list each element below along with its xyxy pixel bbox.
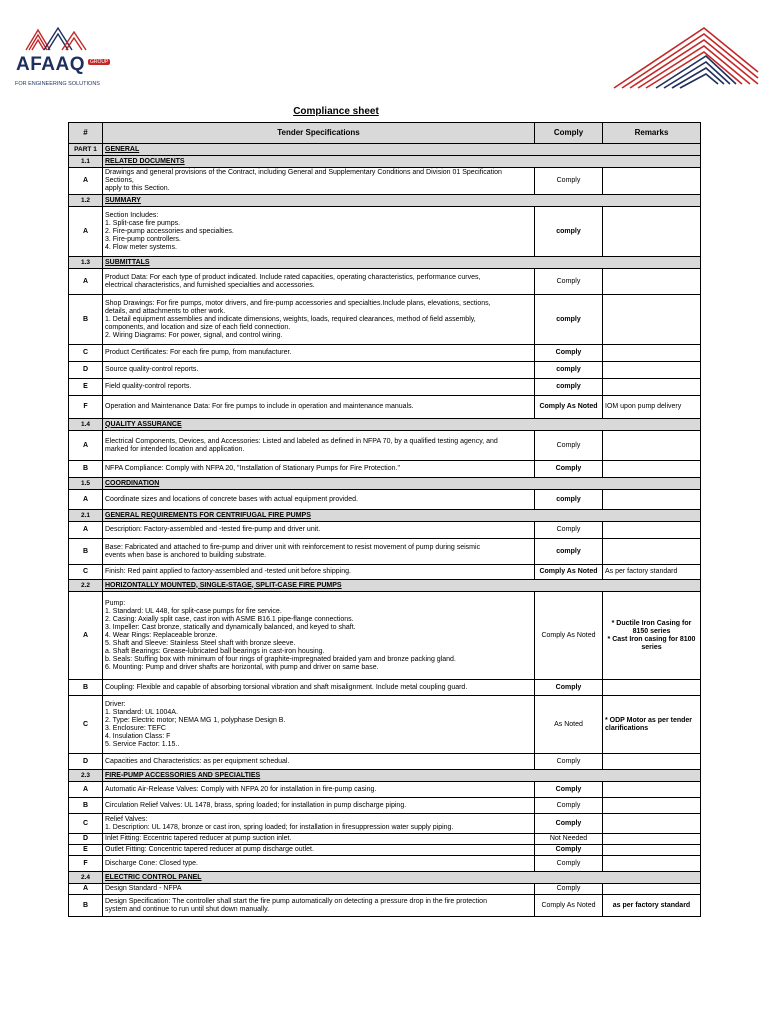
item-comply: comply (535, 490, 603, 510)
section-title: HORIZONTALLY MOUNTED, SINGLE-STAGE, SPLIT-CASE FIRE PUMPS (103, 580, 701, 592)
section-number: 1.2 (69, 195, 103, 207)
item-specification (103, 856, 535, 872)
item-specification (103, 168, 535, 195)
section-title: ELECTRIC CONTROL PANEL (103, 872, 701, 884)
item-specification (103, 539, 535, 565)
item-remarks (603, 884, 701, 895)
item-id: B (69, 680, 103, 696)
item-remarks (603, 461, 701, 478)
item-id: A (69, 522, 103, 539)
item-comply: Comply (535, 680, 603, 696)
item-comply: comply (535, 379, 603, 396)
item-remarks (603, 295, 701, 345)
item-comply: Comply As Noted (535, 565, 603, 580)
table-row (69, 814, 701, 834)
logo-badge: GROUP (90, 59, 109, 65)
spec-line: Operation and Maintenance Data: For fire pumps to include in operation and maintenance manuals. (105, 403, 414, 410)
table-row (69, 269, 701, 295)
section-row (69, 770, 701, 782)
section-number: 1.5 (69, 478, 103, 490)
table-row (69, 592, 701, 680)
item-id: A (69, 884, 103, 895)
table-row (69, 834, 701, 845)
table-row (69, 696, 701, 754)
item-remarks (603, 490, 701, 510)
spec-line: electrical characteristics, and furnished specialties and accessories. (105, 281, 315, 289)
item-remarks (603, 845, 701, 856)
table-row (69, 782, 701, 798)
item-id: B (69, 798, 103, 814)
item-specification (103, 754, 535, 770)
item-comply: Comply (535, 884, 603, 895)
item-id: A (69, 782, 103, 798)
item-id: D (69, 362, 103, 379)
item-comply: comply (535, 362, 603, 379)
logo-tagline: FOR ENGINEERING SOLUTIONS (15, 81, 100, 87)
item-comply: comply (535, 295, 603, 345)
spec-line: Base: Fabricated and attached to fire-pump and driver unit with reinforcement to resist movement of pump during seismic (105, 543, 481, 551)
item-specification (103, 269, 535, 295)
item-remarks (603, 834, 701, 845)
item-specification (103, 834, 535, 845)
item-id: C (69, 814, 103, 834)
spec-line: 3. Impeller: Cast bronze, statically and dynamically balanced, and keyed to shaft. (105, 623, 356, 631)
item-remarks (603, 362, 701, 379)
table-row (69, 895, 701, 917)
spec-line: Coordinate sizes and locations of concrete bases with actual equipment provided. (105, 495, 358, 503)
item-specification (103, 814, 535, 834)
item-id: A (69, 490, 103, 510)
item-comply: Comply (535, 345, 603, 362)
spec-line: Electrical Components, Devices, and Accessories: Listed and labeled as defined in NFPA 70, by a qualified testing agency, and (105, 437, 498, 445)
item-remarks (603, 782, 701, 798)
item-id: A (69, 431, 103, 461)
section-title: SUMMARY (103, 195, 701, 207)
item-comply: Comply (535, 461, 603, 478)
item-comply: comply (535, 539, 603, 565)
item-comply: Comply (535, 269, 603, 295)
spec-line: Description: Factory-assembled and -tested fire-pump and driver unit. (105, 526, 321, 533)
section-row (69, 419, 701, 431)
spec-line: 4. Flow meter systems. (105, 243, 177, 251)
spec-line: Finish: Red paint applied to factory-assembled and -tested unit before shipping. (105, 568, 351, 575)
part-number: PART 1 (69, 144, 103, 156)
item-id: A (69, 207, 103, 257)
spec-line: Driver: (105, 700, 126, 708)
item-remarks (603, 431, 701, 461)
item-comply: Comply (535, 754, 603, 770)
section-title: RELATED DOCUMENTS (103, 156, 701, 168)
section-number: 1.1 (69, 156, 103, 168)
logo-name: AFAAQ (16, 54, 85, 75)
item-remarks: * ODP Motor as per tender clarifications (603, 696, 701, 754)
section-row (69, 257, 701, 269)
spec-line: 4. Insulation Class: F (105, 732, 171, 740)
section-title: FIRE-PUMP ACCESSORIES AND SPECIALTIES (103, 770, 701, 782)
spec-line: Capacities and Characteristics: as per equipment schedual. (105, 757, 290, 765)
section-number: 1.4 (69, 419, 103, 431)
item-id: E (69, 379, 103, 396)
item-comply: Comply As Noted (535, 592, 603, 680)
spec-line: marked for intended location and application. (105, 445, 245, 453)
item-specification (103, 895, 535, 917)
item-id: F (69, 856, 103, 872)
spec-line: details, and attachments to other work. (105, 307, 226, 315)
column-header-spec: Tender Specifications (103, 123, 535, 144)
item-comply: Not Needed (535, 834, 603, 845)
spec-line: 4. Wear Rings: Replaceable bronze. (105, 631, 218, 639)
spec-line: components, and location and size of each field connection. (105, 323, 291, 331)
section-title: COORDINATION (103, 478, 701, 490)
item-remarks (603, 754, 701, 770)
item-id: B (69, 461, 103, 478)
item-comply: comply (535, 207, 603, 257)
item-specification (103, 431, 535, 461)
item-specification (103, 884, 535, 895)
spec-line: apply to this Section. (105, 185, 170, 192)
item-comply: Comply (535, 168, 603, 195)
spec-line: 2. Fire-pump accessories and specialties. (105, 227, 234, 235)
item-remarks (603, 539, 701, 565)
spec-line: 1. Detail equipment assemblies and indicate dimensions, weights, loads, required clearances, method of field assembly, (105, 315, 476, 323)
spec-line: 1. Standard: UL 1004A. (105, 708, 178, 716)
item-remarks (603, 207, 701, 257)
table-row (69, 207, 701, 257)
item-remarks: As per factory standard (603, 565, 701, 580)
spec-line: Discharge Cone: Closed type. (105, 859, 198, 867)
section-number: 2.3 (69, 770, 103, 782)
part-title: GENERAL (103, 144, 701, 156)
logo-roof-icon (24, 24, 88, 52)
section-row (69, 510, 701, 522)
item-remarks (603, 680, 701, 696)
spec-line: 1. Standard: UL 448, for split-case pumps for fire service. (105, 607, 282, 615)
item-specification (103, 207, 535, 257)
table-row (69, 539, 701, 565)
item-specification (103, 362, 535, 379)
item-remarks (603, 798, 701, 814)
item-specification (103, 592, 535, 680)
item-comply: Comply (535, 522, 603, 539)
item-id: C (69, 565, 103, 580)
spec-line: Field quality-control reports. (105, 383, 192, 390)
table-row (69, 396, 701, 419)
spec-line: a. Shaft Bearings: Grease-lubricated ball bearings in cast-iron housing. (105, 647, 325, 655)
decorative-stripes-icon (608, 22, 760, 95)
table-row (69, 845, 701, 856)
item-specification (103, 782, 535, 798)
spec-line: 1. Split-case fire pumps. (105, 219, 181, 227)
table-row (69, 522, 701, 539)
section-number: 2.1 (69, 510, 103, 522)
table-row (69, 856, 701, 872)
item-remarks (603, 345, 701, 362)
table-header-row (69, 123, 701, 144)
item-id: A (69, 168, 103, 195)
column-header-comply: Comply (535, 123, 603, 144)
spec-line: Section Includes: (105, 211, 159, 219)
part-row (69, 144, 701, 156)
spec-line: 3. Enclosure: TEFC (105, 724, 166, 732)
item-id: E (69, 845, 103, 856)
spec-line: Product Certificates: For each fire pump, from manufacturer. (105, 349, 292, 356)
item-id: B (69, 539, 103, 565)
spec-line: 2. Type: Electric motor; NEMA MG 1, polyphase Design B. (105, 716, 286, 724)
spec-line: Drawings and general provisions of the Contract, including General and Supplementary Conditions and Division 01 Specification Sections, (105, 169, 502, 184)
spec-line: Outlet Fitting: Concentric tapered reducer at pump discharge outlet. (105, 846, 314, 853)
spec-line: 2. Wiring Diagrams: For power, signal, and control wiring. (105, 331, 283, 339)
spec-line: Circulation Relief Valves: UL 1478, brass, spring loaded; for installation in pump discharge piping. (105, 801, 407, 809)
item-id: B (69, 895, 103, 917)
item-specification (103, 345, 535, 362)
item-id: B (69, 295, 103, 345)
table-row (69, 461, 701, 478)
spec-line: 2. Casing: Axially split case, cast iron with ASME B16.1 pipe-flange connections. (105, 615, 354, 623)
item-comply: Comply As Noted (535, 396, 603, 419)
item-specification (103, 490, 535, 510)
column-header-remarks: Remarks (603, 123, 701, 144)
item-remarks (603, 856, 701, 872)
item-comply: Comply (535, 782, 603, 798)
item-comply: Comply (535, 845, 603, 856)
spec-line: Design Standard - NFPA (105, 885, 182, 892)
spec-line: Coupling: Flexible and capable of absorbing torsional vibration and shaft misalignment. Include metal coupling guard. (105, 683, 468, 691)
item-remarks: as per factory standard (603, 895, 701, 917)
item-id: C (69, 345, 103, 362)
table-row (69, 884, 701, 895)
spec-line: events when base is anchored to building substrate. (105, 551, 267, 559)
spec-line: system and continue to run until shut down manually. (105, 905, 270, 913)
section-row (69, 478, 701, 490)
spec-line: Automatic Air-Release Valves: Comply with NFPA 20 for installation in fire-pump casing. (105, 785, 377, 793)
table-row (69, 565, 701, 580)
company-logo (14, 24, 124, 94)
item-specification (103, 295, 535, 345)
spec-line: Inlet Fitting: Eccentric tapered reducer at pump suction inlet. (105, 835, 292, 842)
table-row (69, 379, 701, 396)
table-row (69, 680, 701, 696)
item-specification (103, 565, 535, 580)
item-remarks: IOM upon pump delivery (603, 396, 701, 419)
spec-line: Design Specification: The controller shall start the fire pump automatically on detecting a pressure drop in the fire protection (105, 897, 487, 905)
table-body (69, 144, 701, 917)
table-row (69, 754, 701, 770)
item-comply: Comply (535, 856, 603, 872)
section-row (69, 156, 701, 168)
item-specification (103, 798, 535, 814)
table-row (69, 431, 701, 461)
item-specification (103, 522, 535, 539)
column-header-num: # (69, 123, 103, 144)
item-specification (103, 396, 535, 419)
section-number: 2.2 (69, 580, 103, 592)
item-remarks (603, 522, 701, 539)
item-comply: Comply (535, 431, 603, 461)
item-comply: Comply (535, 814, 603, 834)
item-id: D (69, 754, 103, 770)
section-title: SUBMITTALS (103, 257, 701, 269)
spec-line: Pump: (105, 599, 126, 607)
item-specification (103, 845, 535, 856)
item-remarks (603, 814, 701, 834)
section-row (69, 195, 701, 207)
item-remarks: * Ductile Iron Casing for 8150 series * Cast Iron casing for 8100 series (603, 592, 701, 680)
spec-line: Product Data: For each type of product indicated. Include rated capacities, operating characteristics, performance curves, (105, 273, 481, 281)
item-id: A (69, 592, 103, 680)
compliance-table (68, 122, 701, 917)
spec-line: 5. Service Factor: 1.15.. (105, 740, 180, 748)
item-specification (103, 680, 535, 696)
section-number: 1.3 (69, 257, 103, 269)
item-remarks (603, 379, 701, 396)
document-title: Compliance sheet (293, 106, 379, 117)
section-title: GENERAL REQUIREMENTS FOR CENTRIFUGAL FIRE PUMPS (103, 510, 701, 522)
spec-line: Shop Drawings: For fire pumps, motor drivers, and fire-pump accessories and specialties.Include plans, elevations, sections, (105, 299, 491, 307)
item-specification (103, 461, 535, 478)
item-remarks (603, 269, 701, 295)
table-row (69, 168, 701, 195)
item-id: D (69, 834, 103, 845)
table-row (69, 362, 701, 379)
spec-line: Source quality-control reports. (105, 366, 199, 373)
section-row (69, 872, 701, 884)
item-comply: Comply As Noted (535, 895, 603, 917)
item-specification (103, 379, 535, 396)
table-row (69, 798, 701, 814)
item-remarks (603, 168, 701, 195)
item-comply: As Noted (535, 696, 603, 754)
section-row (69, 580, 701, 592)
table-row (69, 490, 701, 510)
spec-line: 6. Mounting: Pump and driver shafts are horizontal, with pump and driver on same base. (105, 663, 379, 671)
spec-line: 5. Shaft and Sleeve: Stainless Steel shaft with bronze sleeve. (105, 639, 296, 647)
spec-line: 3. Fire-pump controllers. (105, 235, 181, 243)
item-id: C (69, 696, 103, 754)
table-row (69, 345, 701, 362)
section-title: QUALITY ASSURANCE (103, 419, 701, 431)
spec-line: b. Seals: Stuffing box with minimum of four rings of graphite-impregnated braided yarn and bronze packing gland. (105, 655, 456, 663)
section-number: 2.4 (69, 872, 103, 884)
item-id: A (69, 269, 103, 295)
item-id: F (69, 396, 103, 419)
item-specification (103, 696, 535, 754)
table-row (69, 295, 701, 345)
spec-line: 1. Description: UL 1478, bronze or cast iron, spring loaded; for installation in firesuppression water supply piping. (105, 823, 454, 831)
spec-line: Relief Valves: (105, 815, 148, 823)
spec-line: NFPA Compliance: Comply with NFPA 20, "Installation of Stationary Pumps for Fire Protection." (105, 465, 400, 472)
item-comply: Comply (535, 798, 603, 814)
